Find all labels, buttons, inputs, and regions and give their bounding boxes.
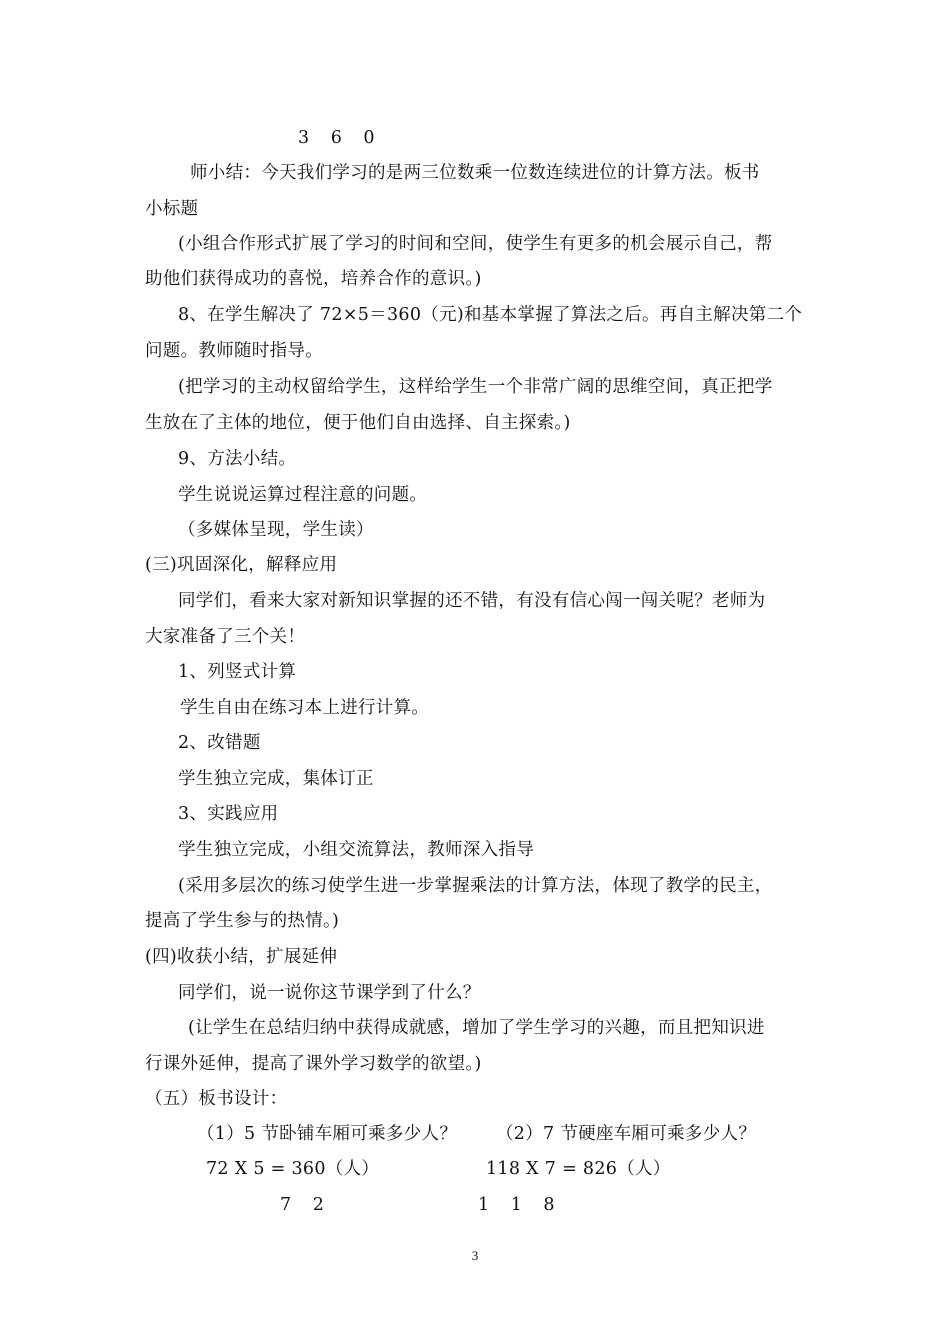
paragraph-line: 提高了学生参与的热情。): [145, 911, 340, 931]
paragraph-line: 行课外延伸，提高了课外学习数学的欲望。): [145, 1054, 482, 1074]
paragraph-line: 9、方法小结。: [178, 449, 297, 469]
paragraph-line: (让学生在总结归纳中获得成就感，增加了学生学习的兴趣，而且把知识进: [188, 1018, 765, 1038]
paragraph-line: 大家准备了三个关！: [145, 627, 306, 647]
list-item: 3、实践应用: [178, 804, 279, 824]
paragraph-line: 问题。教师随时指导。: [145, 341, 323, 361]
paragraph-line: 学生独立完成，集体订正: [178, 769, 374, 789]
section-heading: (四)收获小结，扩展延伸: [145, 947, 338, 967]
list-item: 1、列竖式计算: [178, 662, 297, 682]
paragraph-line: 学生自由在练习本上进行计算。: [180, 698, 430, 718]
board-question-1: （1）5 节卧铺车厢可乘多少人？: [197, 1124, 458, 1144]
board-equation-2: 118 X 7 = 826（人）: [486, 1159, 671, 1179]
paragraph-line: 同学们，说一说你这节课学到了什么？: [178, 983, 481, 1003]
vertical-calc-result: 3 6 0: [298, 128, 383, 148]
paragraph-line: 同学们，看来大家对新知识掌握的还不错，有没有信心闯一闯关呢？老师为: [178, 591, 766, 611]
section-heading: （五）板书设计：: [145, 1089, 288, 1109]
paragraph-line: 学生独立完成，小组交流算法，教师深入指导: [178, 840, 534, 860]
board-vertical-number-1: 7 2: [280, 1195, 332, 1215]
paragraph-line: 学生说说运算过程注意的问题。: [178, 485, 428, 505]
paragraph-line: 8、在学生解决了 72×5＝360（元)和基本掌握了算法之后。再自主解决第二个: [178, 305, 803, 325]
paragraph-line: (把学习的主动权留给学生，这样给学生一个非常广阔的思维空间，真正把学: [178, 377, 773, 397]
paragraph-line: 师小结：今天我们学习的是两三位数乘一位数连续进位的计算方法。板书: [190, 163, 760, 183]
paragraph-line: 助他们获得成功的喜悦，培养合作的意识。): [145, 269, 482, 289]
paragraph-line: 生放在了主体的地位，便于他们自由选择、自主探索。): [145, 413, 571, 433]
board-equation-1: 72 X 5 = 360（人）: [206, 1159, 380, 1179]
board-question-2: （2）7 节硬座车厢可乘多少人？: [496, 1124, 757, 1144]
list-item: 2、改错题: [178, 733, 261, 753]
paragraph-line: （多媒体呈现，学生读）: [178, 520, 374, 540]
paragraph-line: (小组合作形式扩展了学习的时间和空间，使学生有更多的机会展示自己，帮: [178, 234, 773, 254]
board-vertical-number-2: 1 1 8: [478, 1195, 563, 1215]
page-number: 3: [471, 1248, 479, 1263]
paragraph-line: 小标题: [145, 199, 199, 219]
paragraph-line: (采用多层次的练习使学生进一步掌握乘法的计算方法，体现了教学的民主，: [178, 876, 773, 896]
section-heading: (三)巩固深化，解释应用: [145, 555, 338, 575]
